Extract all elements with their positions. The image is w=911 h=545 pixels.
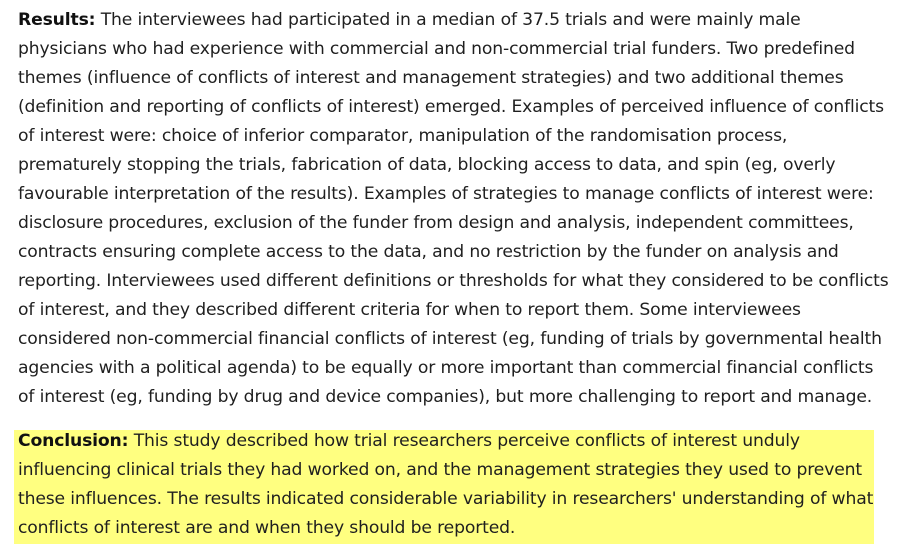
conclusion-text: This study described how trial researchers perceive conflicts of interest unduly influencing clinical trials they had worked on, and the management strategies they used to prevent these influences. The results indicated considerable variability in researchers' understanding of what conflicts of interest are and when they should be reported. <box>18 431 874 538</box>
results-paragraph <box>18 6 890 412</box>
conclusion-label: Conclusion: <box>18 431 129 451</box>
results-text: The interviewees had participated in a median of 37.5 trials and were mainly male physicians who had experience with commercial and non-commercial trial funders. Two predefined themes (influence of conflicts of interest and management strategies) and two additional themes (definition and reporting of conflicts of interest) emerged. Examples of perceived influence of conflicts of interest were: choice of inferior comparator, manipulation of the randomisation process, prematurely stopping the trials, fabrication of data, blocking access to data, and spin (eg, overly favourable interpretation of the results). Examples of strategies to manage conflicts of interest were: disclosure procedures, exclusion of the funder from design and analysis, independent committees, contracts ensuring complete access to the data, and no restriction by the funder on analysis and reporting. Interviewees used different definitions or thresholds for what they considered to be conflicts of interest, and they described different criteria for when to report them. Some interviewees considered non-commercial financial conflicts of interest (eg, funding of trials by governmental health agencies with a political agenda) to be equally or more important than commercial financial conflicts of interest (eg, funding by drug and device companies), but more challenging to report and manage. <box>18 10 889 407</box>
results-label: Results: <box>18 10 96 30</box>
conclusion-paragraph <box>18 427 890 543</box>
